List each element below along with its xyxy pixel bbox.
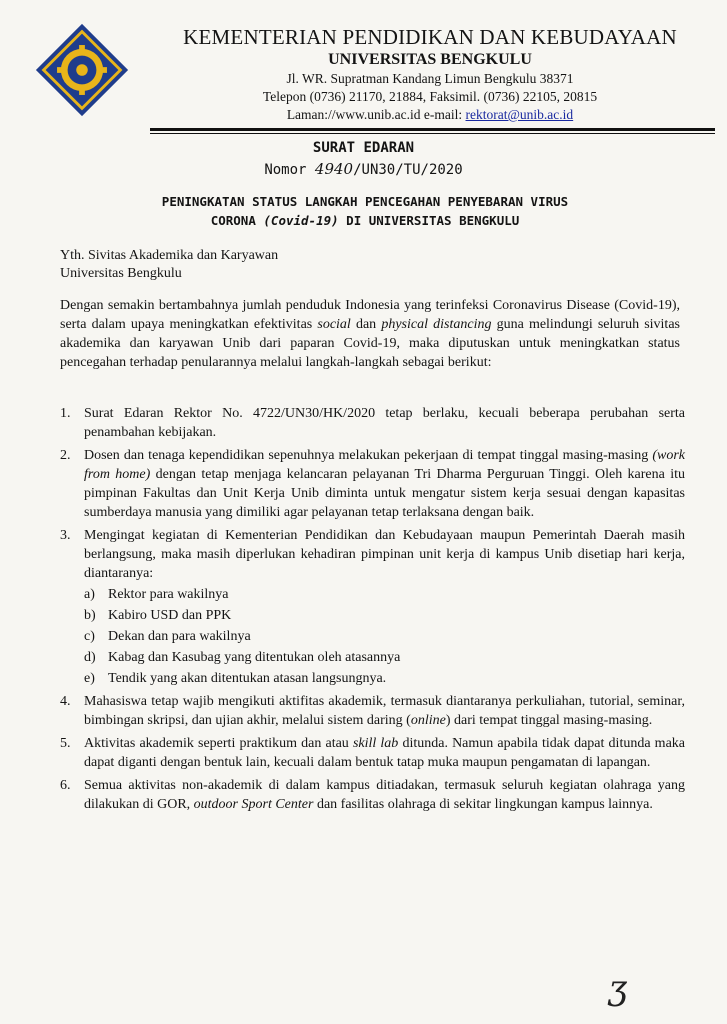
item-number: 4. bbox=[60, 694, 71, 709]
phone-line: Telepon (0736) 21170, 21884, Faksimil. (0736) 22105, 20815 bbox=[262, 89, 598, 104]
addressee bbox=[60, 247, 278, 283]
intro-text: guna melindungi seluruh sivitas akademika dan karyawan Unib dari paparan Covid-19, maka diputuskan untuk meningkatkan status pencegahan terhadap penularannya melalui langkah-langkah sebagai berikut: bbox=[60, 317, 680, 370]
intro-text: Dengan semakin bertambahnya jumlah penduduk Indonesia yang terinfeksi Coronavirus Disease (Covid-19), serta dalam upaya meningkatkan efektivitas bbox=[60, 298, 680, 332]
item-text: Dosen dan tenaga kependidikan sepenuhnya melakukan pekerjaan di tempat tinggal masing-masing bbox=[84, 448, 653, 463]
item-text: dan fasilitas olahraga di sekitar lingkungan kampus lainnya. bbox=[313, 797, 653, 812]
subject-line-2 bbox=[40, 211, 690, 230]
list-item bbox=[60, 446, 685, 522]
item-italic: (work from home) bbox=[84, 448, 685, 482]
item-italic: skill lab bbox=[352, 736, 399, 751]
subject-part: DI UNIVERSITAS BENGKULU bbox=[338, 213, 520, 228]
university-name: UNIVERSITAS BENGKULU bbox=[328, 51, 532, 68]
letterhead-divider bbox=[150, 128, 715, 131]
sub-item-text: Dekan dan para wakilnya bbox=[108, 629, 251, 644]
letter-subject bbox=[40, 192, 690, 230]
list-item bbox=[60, 692, 685, 730]
item-number: 2. bbox=[60, 448, 71, 463]
sub-list-item bbox=[84, 606, 685, 625]
sub-list-item bbox=[84, 585, 685, 604]
subject-line-1: PENINGKATAN STATUS LANGKAH PENCEGAHAN PENYEBARAN VIRUS bbox=[161, 194, 569, 209]
sub-list-item bbox=[84, 627, 685, 646]
addressee-line-2: Universitas Bengkulu bbox=[60, 266, 182, 281]
item-text: dengan tetap menjaga kelancaran pelayanan Tri Dharma Perguruan Tinggi. Oleh karena itu pimpinan Fakultas dan Unit Kerja Unib diminta untuk mengatur sistem kerja sesuai dengan kapasitas sumberdaya manusia yang dimiliki agar pelayanan tetap terlaksana dengan baik. bbox=[84, 467, 685, 520]
ministry-name: KEMENTERIAN PENDIDIKAN DAN KEBUDAYAAN bbox=[183, 25, 677, 49]
item-text: Mahasiswa tetap wajib mengikuti aktifitas akademik, termasuk diantaranya perkuliahan, tutorial, seminar, bimbingan skripsi, dan ujian akhir, melalui sistem daring ( bbox=[84, 694, 685, 728]
number-suffix: /UN30/TU/2020 bbox=[353, 162, 463, 178]
sub-item-text: Rektor para wakilnya bbox=[108, 587, 229, 602]
sub-list-item bbox=[84, 669, 685, 688]
sub-list bbox=[84, 585, 685, 688]
sub-list-item bbox=[84, 648, 685, 667]
item-number: 3. bbox=[60, 528, 71, 543]
intro-paragraph bbox=[60, 296, 680, 372]
intro-italic: social bbox=[317, 317, 351, 332]
item-text: Surat Edaran Rektor No. 4722/UN30/HK/2020 tetap berlaku, kecuali beberapa perubahan serta penambahan kebijakan. bbox=[84, 406, 685, 440]
list-item bbox=[60, 776, 685, 814]
policy-list bbox=[60, 404, 685, 818]
list-item bbox=[60, 526, 685, 688]
sub-item-text: Tendik yang akan ditentukan atasan langsungnya. bbox=[108, 671, 387, 686]
addressee-line-1: Yth. Sivitas Akademika dan Karyawan bbox=[60, 248, 279, 263]
item-text: ditunda. Namun apabila tidak dapat ditunda maka dapat diganti dengan bentuk lain, kecuali dalam bentuk tatap muka maupun pengamatan di lapangan. bbox=[84, 736, 685, 770]
email-link[interactable]: rektorat@unib.ac.id bbox=[465, 107, 574, 122]
address-line: Jl. WR. Supratman Kandang Limun Bengkulu 38371 bbox=[286, 71, 574, 86]
item-number: 1. bbox=[60, 406, 71, 421]
sub-item-text: Kabag dan Kasubag yang ditentukan oleh atasannya bbox=[108, 650, 401, 665]
subject-part: CORONA bbox=[210, 213, 264, 228]
letter-type-title: SURAT EDARAN bbox=[312, 140, 415, 156]
sub-item-label: e) bbox=[84, 671, 95, 686]
item-number: 6. bbox=[60, 778, 71, 793]
subject-covid: (Covid-19) bbox=[263, 213, 339, 228]
sub-item-text: Kabiro USD dan PPK bbox=[108, 608, 232, 623]
item-italic: outdoor Sport Center bbox=[193, 797, 314, 812]
item-text: ) dari tempat tinggal masing-masing. bbox=[445, 713, 653, 728]
web-line bbox=[150, 106, 710, 124]
sub-item-label: c) bbox=[84, 629, 95, 644]
sub-item-label: a) bbox=[84, 587, 95, 602]
letterhead bbox=[150, 24, 710, 124]
list-item bbox=[60, 404, 685, 442]
intro-text: dan bbox=[350, 317, 382, 332]
letter-number bbox=[0, 160, 727, 178]
initial-paraf: ʒ bbox=[608, 968, 628, 1008]
list-item bbox=[60, 734, 685, 772]
letterhead-divider-thin bbox=[150, 133, 715, 134]
handwritten-number: 4940 bbox=[314, 160, 354, 178]
item-text: Semua aktivitas non-akademik di dalam kampus ditiadakan, termasuk seluruh kegiatan olahraga yang dilakukan di GOR, bbox=[84, 778, 685, 812]
item-italic: online bbox=[410, 713, 446, 728]
university-logo bbox=[34, 22, 130, 118]
sub-item-label: d) bbox=[84, 650, 96, 665]
item-text: Mengingat kegiatan di Kementerian Pendidikan dan Kebudayaan maupun Pemerintah Daerah masih berlangsung, maka masih diperlukan kehadiran pimpinan unit kerja di kampus Unib disetiap hari kerja, diantaranya: bbox=[84, 528, 685, 581]
web-prefix: Laman://www.unib.ac.id e-mail: bbox=[286, 107, 466, 122]
number-prefix: Nomor bbox=[264, 162, 315, 178]
sub-item-label: b) bbox=[84, 608, 96, 623]
item-text: Aktivitas akademik seperti praktikum dan atau bbox=[84, 736, 353, 751]
item-number: 5. bbox=[60, 736, 71, 751]
intro-italic: physical distancing bbox=[381, 317, 492, 332]
